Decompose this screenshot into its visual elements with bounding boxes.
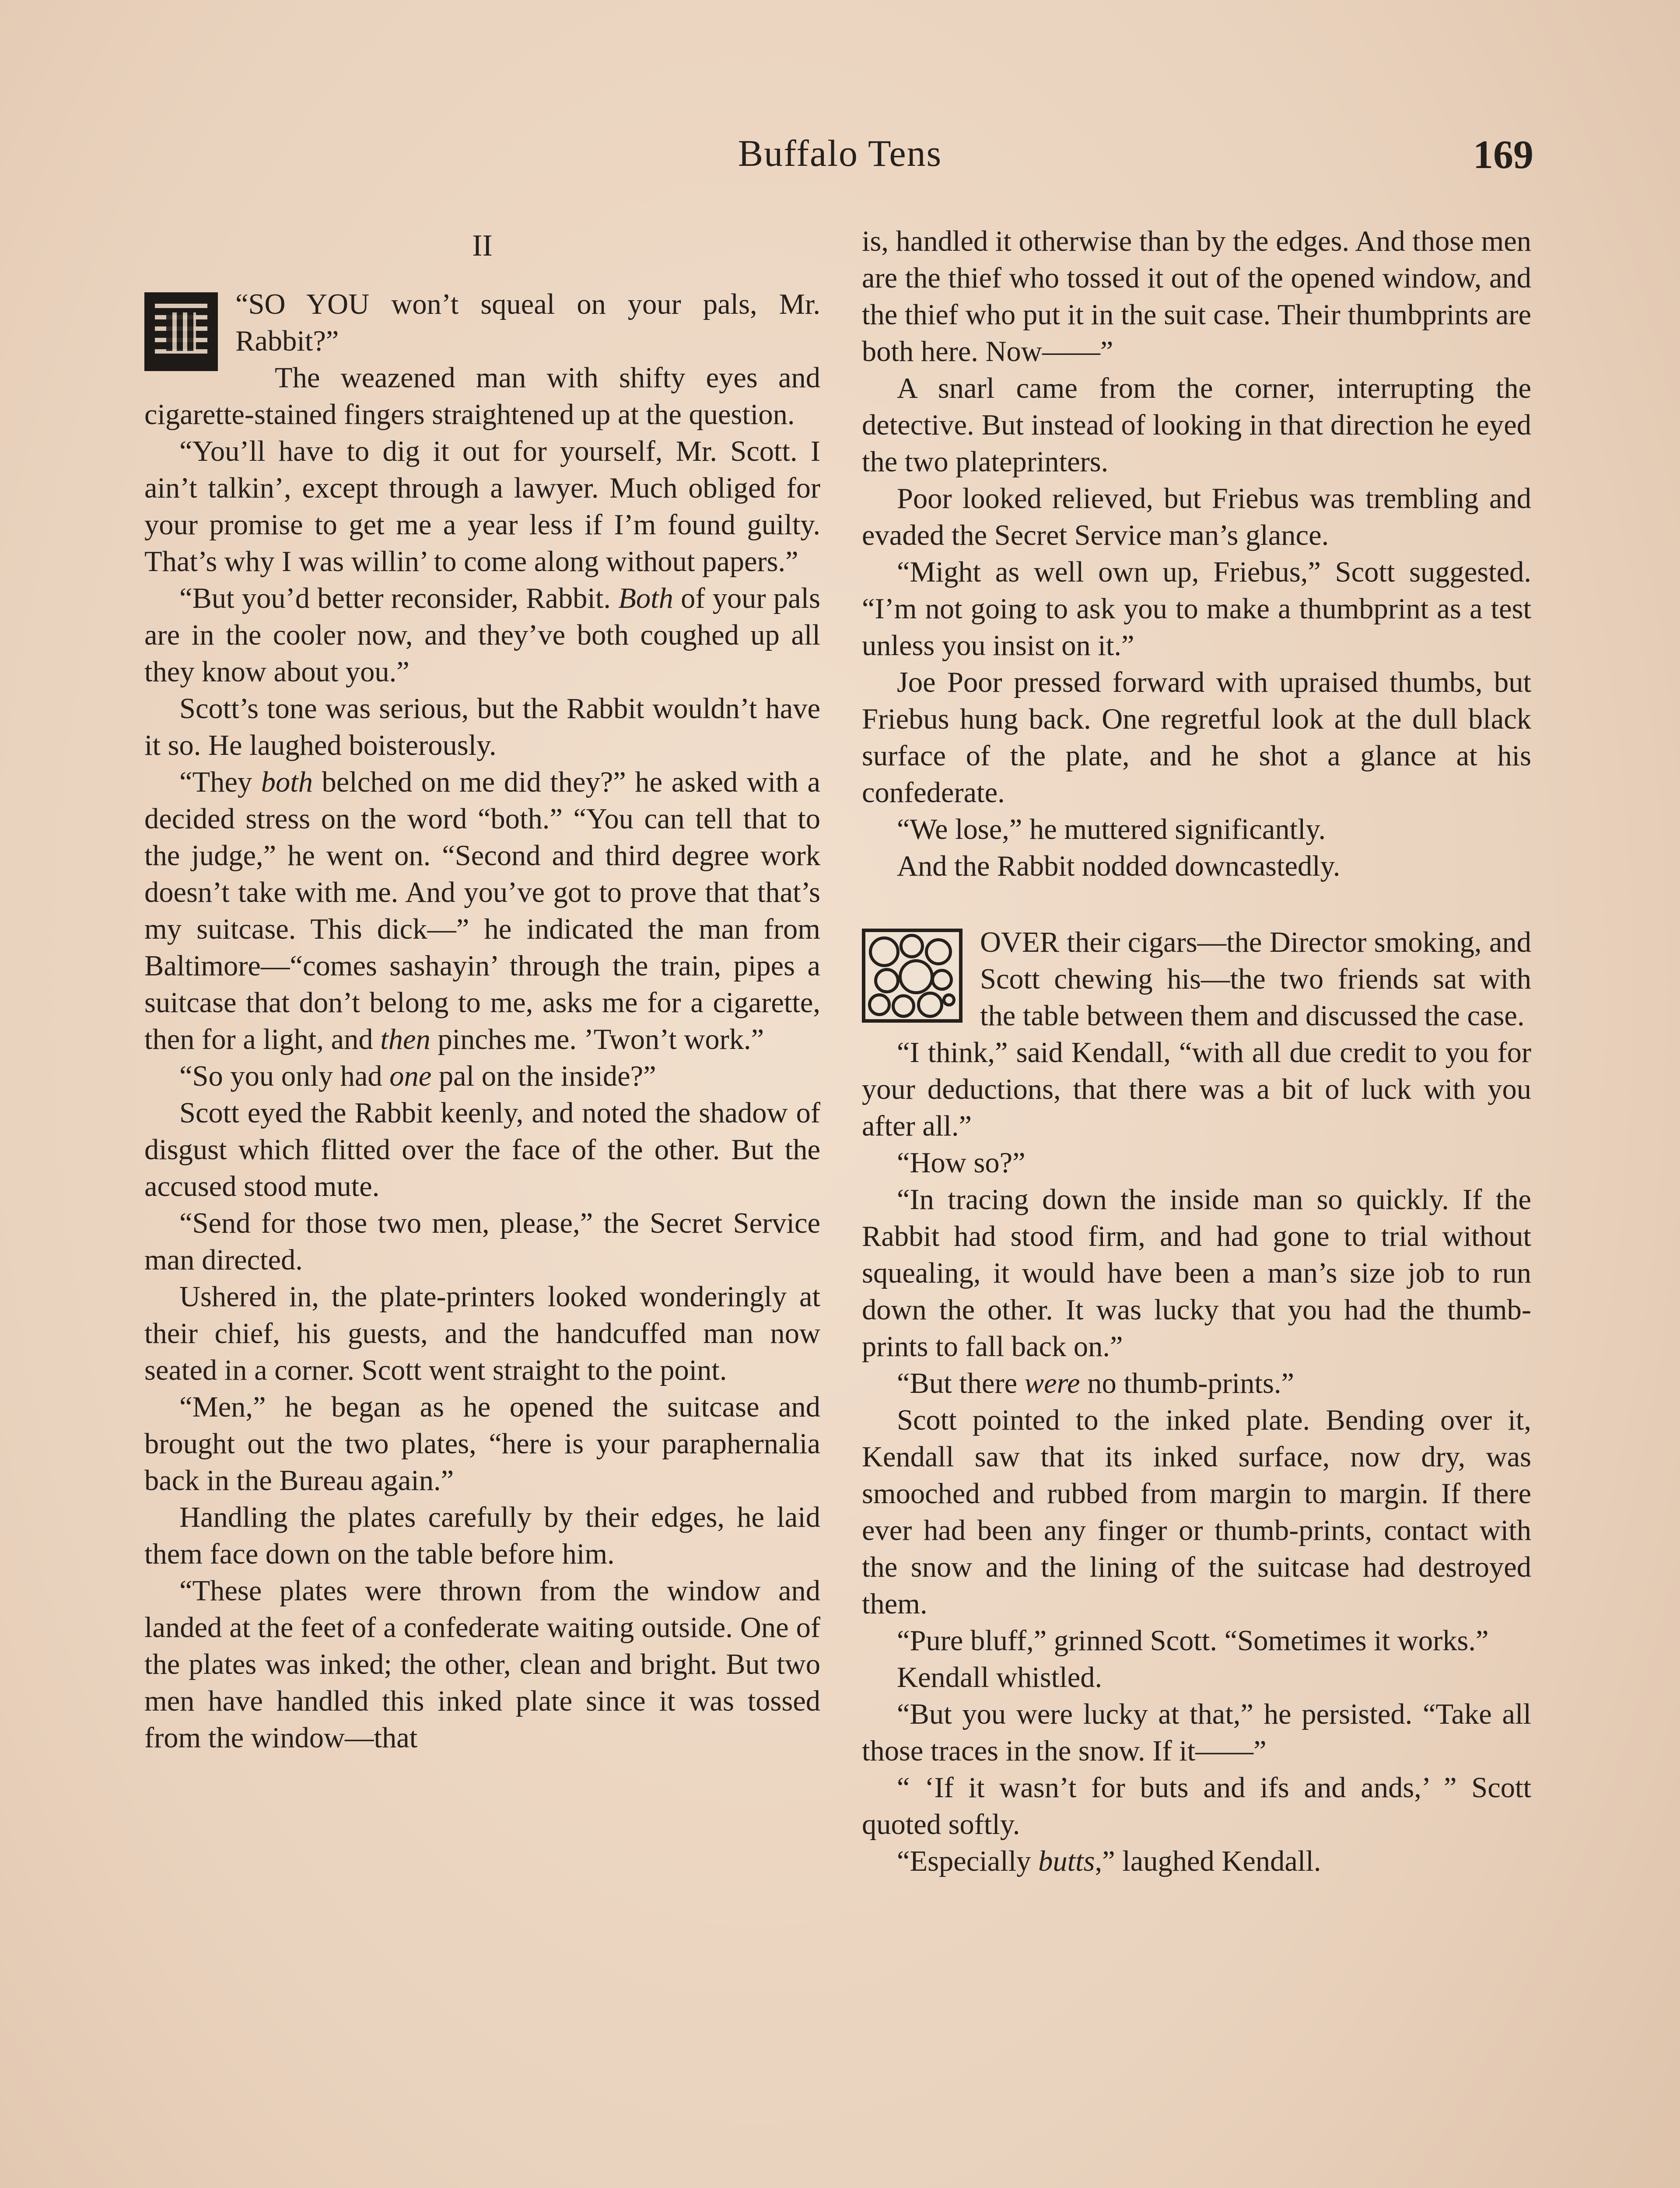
paragraph: The weazened man with shifty eyes and cigarette-stained fingers straightened up at the question.	[144, 362, 820, 431]
paragraph: Poor looked relieved, but Friebus was trembling and evaded the Secret Service man’s glance.	[862, 483, 1531, 551]
paragraph: “Especially butts,” laughed Kendall.	[897, 1845, 1321, 1877]
paragraph: Scott pointed to the inked plate. Bending over it, Kendall saw that its inked surface, now dry, was smooched and rubbed from margin to margin. If there ever had been any finger or thumb-prints, contact with the snow and the lining of the suitcase had destroyed them.	[862, 1404, 1531, 1620]
paragraph: Scott’s tone was serious, but the Rabbit wouldn’t have it so. He laughed boisterously.	[144, 693, 820, 761]
paragraph: “We lose,” he muttered significantly.	[897, 813, 1326, 845]
section-heading: II	[472, 229, 493, 263]
paragraph: “In tracing down the inside man so quickly. If the Rabbit had stood firm, and had gone to trial without squealing, it would have been a man’s size job to run down the other. It was lucky that you had the thumb-prints to fall back on.”	[862, 1184, 1531, 1363]
paragraph: Handling the plates carefully by their edges, he laid them face down on the table before him.	[144, 1501, 820, 1570]
paragraph: A snarl came from the corner, interrupting the detective. But instead of looking in that direction he eyed the two plateprinters.	[862, 372, 1531, 478]
paragraph: Kendall whistled.	[897, 1662, 1102, 1694]
paragraph: “But there were no thumb-prints.”	[897, 1368, 1295, 1399]
paragraph: And the Rabbit nodded downcastedly.	[897, 850, 1340, 882]
paragraph: Ushered in, the plate-printers looked wonderingly at their chief, his guests, and the handcuffed man now seated in a corner. Scott went straight to the point.	[144, 1281, 820, 1386]
right-column	[862, 223, 1531, 1880]
page-number: 169	[1473, 132, 1533, 177]
paragraph: Joe Poor pressed forward with upraised thumbs, but Friebus hung back. One regretful look at the dull black surface of the plate, and he shot a glance at his confederate.	[862, 666, 1531, 809]
paragraph: “These plates were thrown from the window and landed at the feet of a confederate waiting outside. One of the plates was inked; the other, clean and bright. But two men have handled this inked plate since it was tossed from the window—that	[144, 1575, 820, 1754]
paragraph: is, handled it otherwise than by the edges. And those men are the thief who tossed it out of the opened window, and the thief who put it in the suit case. Their thumbprints are both here. Now——”	[862, 225, 1531, 368]
paragraph: “But you were lucky at that,” he persisted. “Take all those traces in the snow. If it——”	[862, 1698, 1531, 1767]
paragraph: “But you’d better reconsider, Rabbit. Both of your pals are in the cooler now, and they’ve both coughed up all they know about you.”	[144, 582, 820, 688]
paragraph: “Send for those two men, please,” the Secret Service man directed.	[144, 1207, 820, 1276]
paragraph: “They both belched on me did they?” he asked with a decided stress on the word “both.” “You can tell that to the judge,” he went on. “Second and third degree work doesn’t take with me. And you’ve got to prove that that’s my suitcase. This dick—” he indicated the man from Baltimore—“comes sashayin’ through the train, pipes a suitcase that don’t belong to me, asks me for a cigarette, then for a light, and then pinches me. ’Twon’t work.”	[144, 766, 821, 1055]
paragraph: “ ‘If it wasn’t for buts and ifs and ands,’ ” Scott quoted softly.	[862, 1772, 1531, 1841]
paragraph: “So you only had one pal on the inside?”	[179, 1060, 656, 1092]
section-break	[862, 885, 1531, 924]
running-header-title: Buffalo Tens	[738, 132, 942, 174]
knot-ornament-icon	[144, 292, 218, 371]
paragraph: “Men,” he began as he opened the suitcase and brought out the two plates, “here is your paraphernalia back in the Bureau again.”	[144, 1391, 820, 1497]
paragraph: Scott eyed the Rabbit keenly, and noted the shadow of disgust which flitted over the face of the other. But the accused stood mute.	[144, 1097, 820, 1203]
left-column	[144, 228, 820, 1757]
paragraph: “Pure bluff,” grinned Scott. “Sometimes it works.”	[897, 1625, 1489, 1657]
paragraph: “How so?”	[897, 1147, 1026, 1179]
paragraph: “You’ll have to dig it out for yourself, Mr. Scott. I ain’t talkin’, except through a lawyer. Much obliged for your promise to get me a year less if I’m found guilty. That’s why I was willin’ to come along without papers.”	[144, 435, 820, 578]
bubble-ornament-icon	[862, 929, 962, 1023]
paragraph: “SO YOU won’t squeal on your pals, Mr. Rabbit?”	[235, 288, 820, 357]
paragraph: OVER their cigars—the Director smoking, and Scott chewing his—the two friends sat with the table between them and discussed the case.	[980, 926, 1531, 1032]
paragraph: “I think,” said Kendall, “with all due credit to you for your deductions, that there was a bit of luck with you after all.”	[862, 1037, 1531, 1142]
paragraph: “Might as well own up, Friebus,” Scott suggested. “I’m not going to ask you to make a thumbprint as a test unless you insist on it.”	[862, 556, 1531, 662]
